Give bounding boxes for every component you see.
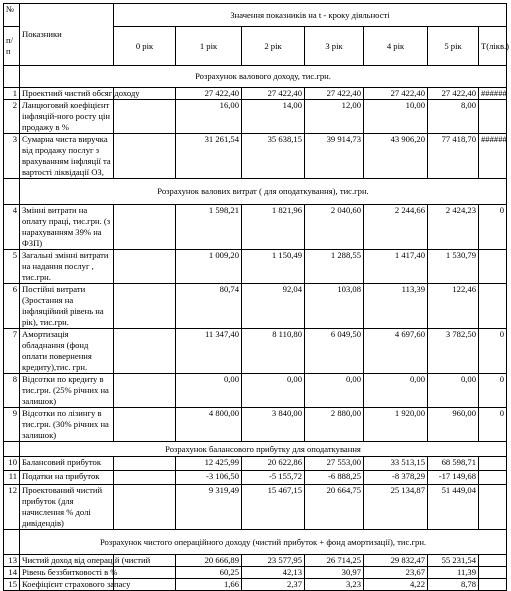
num-header: №: [4, 4, 20, 27]
cell: 27 422,40: [428, 88, 479, 100]
row-number: 7: [4, 329, 20, 374]
cell: 6 049,50: [305, 329, 364, 374]
cell: 42,13: [242, 567, 305, 579]
cell: 103,08: [305, 284, 364, 329]
cell: 80,74: [176, 284, 242, 329]
cell: 11 347,40: [176, 329, 242, 374]
cell: 27 553,00: [305, 457, 364, 471]
cell: 23 577,95: [242, 555, 305, 567]
cell: 1,66: [176, 579, 242, 591]
row-number: 6: [4, 284, 20, 329]
row-number: 13: [4, 555, 20, 567]
cell: 39 914,73: [305, 134, 364, 179]
cell: [114, 284, 176, 329]
cell: 0,00: [305, 374, 364, 408]
cell: [479, 555, 507, 567]
table-row: [4, 408, 507, 442]
cell: 12,00: [305, 100, 364, 134]
section-spacer: [4, 179, 20, 205]
section-spacer: [4, 66, 20, 88]
cell: 8,00: [428, 100, 479, 134]
row-number: 5: [4, 250, 20, 284]
table-row: [4, 329, 507, 374]
table-row: [4, 457, 507, 471]
indicators-header: Показники: [20, 4, 114, 66]
cell: 1 417,40: [364, 250, 428, 284]
cell: 14,00: [242, 100, 305, 134]
table-row: [4, 579, 507, 591]
cell: [114, 205, 176, 250]
cell: 30,97: [305, 567, 364, 579]
cell: 26 714,25: [305, 555, 364, 567]
row-label: Коефіцієнт страхового запасу: [20, 579, 114, 591]
year-header-2: 2 рік: [242, 27, 305, 66]
cell: 92,04: [242, 284, 305, 329]
cell: 12 425,99: [176, 457, 242, 471]
cell: 31 261,54: [176, 134, 242, 179]
cell: [114, 329, 176, 374]
section-title-gross-income: Розрахунок валового доходу, тис.грн.: [20, 66, 507, 88]
cell: [479, 284, 507, 329]
cell: 1 598,21: [176, 205, 242, 250]
cell: -8 378,29: [364, 471, 428, 485]
cell: 55 231,54: [428, 555, 479, 567]
cell: 1 821,96: [242, 205, 305, 250]
cell: 0: [479, 329, 507, 374]
section-spacer: [4, 530, 20, 555]
table-row: [4, 567, 507, 579]
year-header-liquidation: T(лікв.): [479, 27, 507, 66]
cell: 0: [479, 408, 507, 442]
cell: 1 288,55: [305, 250, 364, 284]
cell: 2 880,00: [305, 408, 364, 442]
cell: 8,78: [428, 579, 479, 591]
financial-table: [3, 3, 510, 591]
cell: 10,00: [364, 100, 428, 134]
row-label: Сумарна чиста виручка від продажу послуг з врахуванням інфляції та вартості ліквідації ОЗ,: [20, 134, 114, 179]
cell: [479, 471, 507, 485]
year-header-4: 4 рік: [364, 27, 428, 66]
cell: [114, 408, 176, 442]
cell: 20 666,89: [176, 555, 242, 567]
cell: 27 422,40: [305, 88, 364, 100]
cell: 27 422,40: [242, 88, 305, 100]
cell: 77 418,70: [428, 134, 479, 179]
row-label: Податки на прибуток: [20, 471, 114, 485]
cell: 20 664,75: [305, 485, 364, 530]
pp-header: п/п: [4, 27, 20, 66]
cell: -6 888,25: [305, 471, 364, 485]
cell: 27 422,40: [176, 88, 242, 100]
cell: 33 513,15: [364, 457, 428, 471]
cell: [114, 374, 176, 408]
cell: 35 638,15: [242, 134, 305, 179]
cell: 0,00: [428, 374, 479, 408]
table-row: [4, 555, 507, 567]
table-row: [4, 134, 507, 179]
cell: 2,37: [242, 579, 305, 591]
cell: -3 106,50: [176, 471, 242, 485]
cell: 11,39: [428, 567, 479, 579]
row-label: Постійні витрати (Зростання на інфляційний рівень на рік), тис.грн.: [20, 284, 114, 329]
cell: -17 149,68: [428, 471, 479, 485]
cell: [479, 579, 507, 591]
cell: 2 040,60: [305, 205, 364, 250]
cell: 0,00: [242, 374, 305, 408]
table-row: [4, 205, 507, 250]
cell: 0,00: [176, 374, 242, 408]
cell: 1 009,20: [176, 250, 242, 284]
cell: [479, 100, 507, 134]
period-title: Значення показників на t - кроку діяльності: [114, 4, 507, 27]
table-row: [4, 100, 507, 134]
cell: 122,46: [428, 284, 479, 329]
table-row: [4, 284, 507, 329]
cell: 2 244,66: [364, 205, 428, 250]
cell: 8 110,80: [242, 329, 305, 374]
row-number: 4: [4, 205, 20, 250]
year-header-5: 5 рік: [428, 27, 479, 66]
cell: [114, 471, 176, 485]
table-row: [4, 374, 507, 408]
cell: 43 906,20: [364, 134, 428, 179]
cell: 1 530,79: [428, 250, 479, 284]
row-label: Загальні змінні витрати на надання послуг , тис.грн.: [20, 250, 114, 284]
table-row: [4, 485, 507, 530]
row-number: 9: [4, 408, 20, 442]
row-label: Проектований чистий прибуток (для начислення % долі дивідендів): [20, 485, 114, 530]
row-label: Відсотки по кредиту в тис.грн. (25% річних на залишок): [20, 374, 114, 408]
cell: 4 697,60: [364, 329, 428, 374]
row-label: Чистий доход від операцій (чистий: [20, 555, 114, 567]
cell: 113,39: [364, 284, 428, 329]
table-row: [4, 471, 507, 485]
row-number: 1: [4, 88, 20, 100]
cell: [479, 485, 507, 530]
row-label: Амортизація обладнання (фонд оплати повернення кредиту),тис. грн.: [20, 329, 114, 374]
table-row: [4, 88, 507, 100]
row-number: 15: [4, 579, 20, 591]
cell: 23,67: [364, 567, 428, 579]
cell: 4 800,00: [176, 408, 242, 442]
cell: 1 920,00: [364, 408, 428, 442]
section-title-balance-profit: Розрахунок балансового прибутку для оподаткування: [20, 442, 507, 457]
row-label: Відсотки по лізингу в тис.грн. (30% річних на залишок): [20, 408, 114, 442]
cell: [114, 567, 176, 579]
cell: [114, 100, 176, 134]
cell: 4,22: [364, 579, 428, 591]
row-number: 8: [4, 374, 20, 408]
cell: [114, 457, 176, 471]
section-title-net-operating-income: Розрахунок чистого операційного доходу (чистий прибуток + фонд амортизації), тис.грн.: [20, 530, 507, 555]
cell: ######: [479, 88, 507, 100]
cell: 16,00: [176, 100, 242, 134]
cell: 51 449,04: [428, 485, 479, 530]
cell: 0: [479, 205, 507, 250]
section-spacer: [4, 442, 20, 457]
cell: ######: [479, 134, 507, 179]
row-number: 2: [4, 100, 20, 134]
row-label: Ланцюговий коефіцієнт інфляцій-ного росту цін продажу в %: [20, 100, 114, 134]
cell: [479, 457, 507, 471]
cell: 3,23: [305, 579, 364, 591]
cell: 3 782,50: [428, 329, 479, 374]
cell: 15 467,15: [242, 485, 305, 530]
row-number: 10: [4, 457, 20, 471]
cell: 25 134,87: [364, 485, 428, 530]
cell: 0: [479, 374, 507, 408]
cell: [479, 567, 507, 579]
row-number: 12: [4, 485, 20, 530]
cell: 2 424,23: [428, 205, 479, 250]
cell: 960,00: [428, 408, 479, 442]
section-title-gross-costs: Розрахунок валових витрат ( для оподаткування), тис.грн.: [20, 179, 507, 205]
row-number: 14: [4, 567, 20, 579]
row-number: 11: [4, 471, 20, 485]
cell: 1 150,49: [242, 250, 305, 284]
cell: 27 422,40: [364, 88, 428, 100]
cell: 3 840,00: [242, 408, 305, 442]
cell: 9 319,49: [176, 485, 242, 530]
cell: 68 598,71: [428, 457, 479, 471]
cell: 60,25: [176, 567, 242, 579]
cell: [114, 485, 176, 530]
row-label: Балансовий прибуток: [20, 457, 114, 471]
year-header-0: 0 рік: [114, 27, 176, 66]
table-row: [4, 250, 507, 284]
cell: [479, 250, 507, 284]
cell: [114, 134, 176, 179]
row-number: 3: [4, 134, 20, 179]
cell: 29 832,47: [364, 555, 428, 567]
row-label: Рівень беззбитковості в %: [20, 567, 114, 579]
year-header-1: 1 рік: [176, 27, 242, 66]
cell: [114, 250, 176, 284]
row-label: Змінні витрати на оплату праці, тис.грн. (з нарахуванням 39% на ФЗП): [20, 205, 114, 250]
cell: 0,00: [364, 374, 428, 408]
row-label: Проектний чистий обсяг доходу: [20, 88, 114, 100]
year-header-3: 3 рік: [305, 27, 364, 66]
cell: -5 155,72: [242, 471, 305, 485]
cell: 20 622,86: [242, 457, 305, 471]
